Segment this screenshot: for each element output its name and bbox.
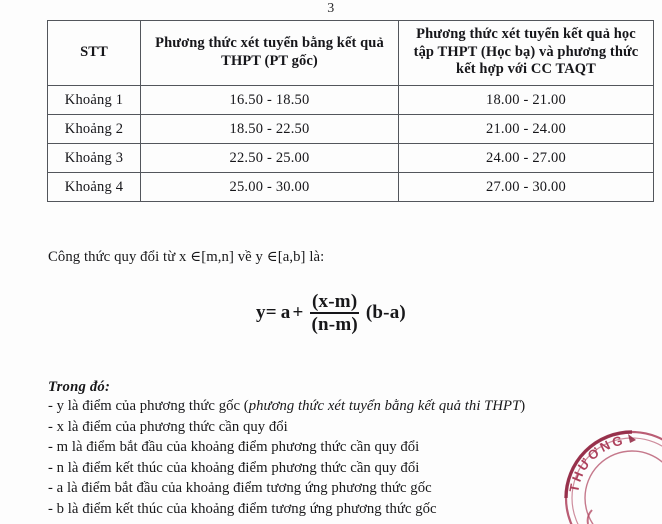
formula-denominator: (n-m) [311, 314, 358, 336]
cell-stt: Khoảng 1 [48, 86, 141, 115]
cell-pt-goc: 25.00 - 30.00 [141, 173, 399, 202]
column-header-pt-goc: Phương thức xét tuyển bằng kết quả THPT (PT gốc) [141, 21, 399, 86]
cell-hoc-ba: 27.00 - 30.00 [399, 173, 654, 202]
table-header-row [48, 21, 654, 86]
variable-definition-list [48, 396, 648, 520]
table-row [48, 86, 654, 115]
list-item [48, 396, 648, 417]
formula-operator: + [292, 302, 304, 324]
list-item [48, 478, 648, 499]
formula-fraction [310, 292, 360, 335]
list-item-text: - m là điểm bắt đầu của khoảng điểm phương thức cần quy đổi [48, 439, 420, 456]
formula-tail: (b-a) [365, 302, 406, 324]
list-item-text: - n là điểm kết thúc của khoảng điểm phương thức cần quy đổi [48, 459, 420, 476]
formula-lead: y= [256, 302, 277, 324]
cell-stt: Khoảng 4 [48, 173, 141, 202]
list-item-text: - a là điểm bắt đầu của khoảng điểm tương ứng phương thức gốc [48, 480, 432, 497]
page-number: 3 [327, 1, 335, 16]
table-row [48, 173, 654, 202]
formula-numerator: (x-m) [310, 292, 359, 314]
list-item-emphasis: phương thức xét tuyển bằng kết quả thi THPT [248, 398, 521, 414]
table-row [48, 144, 654, 173]
list-item-text: - y là điểm của phương thức gốc ( [48, 398, 249, 414]
column-header-hoc-ba: Phương thức xét tuyển kết quả học tập THPT (Học bạ) và phương thức kết hợp với CC TAQT [399, 21, 654, 86]
cell-stt: Khoảng 2 [48, 115, 141, 144]
cell-stt: Khoảng 3 [48, 144, 141, 173]
list-item-tail: ) [520, 398, 526, 414]
cell-pt-goc: 22.50 - 25.00 [141, 144, 399, 173]
score-conversion-table [47, 20, 654, 202]
list-item-text: - b là điểm kết thúc của khoảng điểm tương ứng phương thức gốc [48, 500, 437, 517]
formula-term-a: a [280, 302, 291, 324]
cell-hoc-ba: 21.00 - 24.00 [399, 115, 654, 144]
list-item [48, 437, 648, 458]
list-item-text: - x là điểm của phương thức cần quy đổi [48, 418, 288, 435]
stamp-text-path: THƯƠNG [566, 432, 627, 494]
list-item [48, 417, 648, 438]
table-row [48, 115, 654, 144]
cell-hoc-ba: 18.00 - 21.00 [399, 86, 654, 115]
formula-intro-text: Công thức quy đổi từ x ∈[m,n] về y ∈[a,b] là: [48, 249, 325, 265]
list-item [48, 458, 648, 479]
column-header-stt: STT [48, 21, 141, 86]
cell-pt-goc: 18.50 - 22.50 [141, 115, 399, 144]
cell-pt-goc: 16.50 - 18.50 [141, 86, 399, 115]
cell-hoc-ba: 24.00 - 27.00 [399, 144, 654, 173]
list-item [48, 499, 648, 520]
conversion-formula [0, 292, 662, 335]
where-heading: Trong đó: [48, 379, 111, 395]
